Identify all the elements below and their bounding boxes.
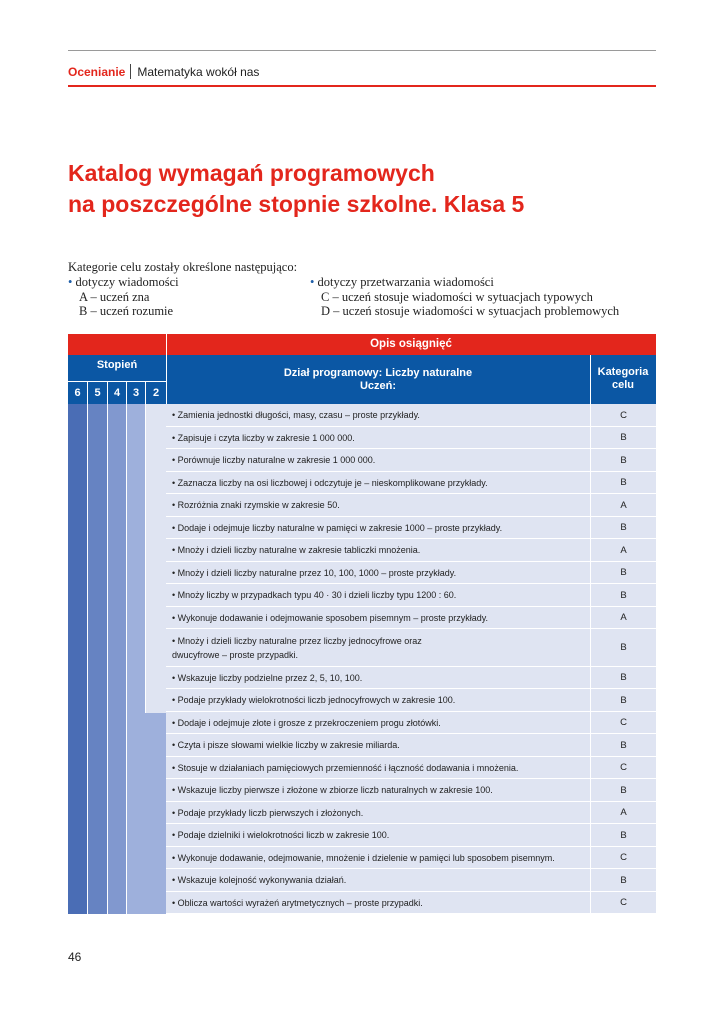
row-category: C (620, 852, 627, 863)
category-intro (68, 260, 658, 318)
table-row (166, 824, 656, 847)
row-category: B (620, 784, 627, 796)
row-description: • Podaje przykłady liczb pierwszych i złożonych. (172, 807, 364, 818)
row-description: • Zamienia jednostki długości, masy, czasu – proste przykłady. (172, 410, 420, 420)
table-row (166, 427, 656, 449)
row-category: B (620, 642, 627, 653)
intro-column-processing (310, 275, 619, 319)
grade-2: 2 (152, 387, 160, 399)
row-category: B (620, 739, 627, 751)
row-category: B (620, 672, 627, 683)
kategoria-celu-header (590, 355, 656, 404)
table-row (166, 584, 656, 607)
intro-item-b: B – uczeń rozumie (79, 304, 174, 318)
row-category: A (620, 807, 627, 818)
level-column-4 (108, 404, 126, 914)
kategoria-line-2: celu (611, 379, 634, 391)
level-divider (107, 404, 108, 914)
level-column-6 (68, 404, 87, 914)
top-rule (68, 50, 656, 51)
intro-item-c: C – uczeń stosuje wiadomości w sytuacjach typowych (321, 289, 593, 304)
bullet-icon: • (68, 275, 73, 289)
row-category: B (620, 454, 627, 466)
row-category: C (620, 409, 627, 421)
table-row (166, 734, 656, 757)
intro-col1-heading: dotyczy wiadomości (75, 275, 179, 289)
table-row (166, 869, 656, 892)
intro-item-d: D – uczeń stosuje wiadomości w sytuacjach problemowych (321, 304, 620, 318)
grade-4: 4 (113, 387, 121, 399)
table-row (166, 847, 656, 869)
row-category: B (620, 522, 627, 533)
row-description: • Mnoży i dzieli liczby naturalne przez 10, 100, 1000 – proste przykłady. (172, 567, 457, 578)
row-description: • Wykonuje dodawanie i odejmowanie sposobem pisemnym – proste przykłady. (172, 612, 489, 623)
table-row (166, 892, 656, 914)
row-description: • Wskazuje liczby podzielne przez 2, 5, 10, 100. (172, 672, 363, 683)
table-row (166, 449, 656, 472)
stopien-label: Stopień (96, 359, 138, 371)
row-category: B (620, 829, 627, 841)
row-description: • Oblicza wartości wyrażeń arytmetycznych – proste przypadki. (172, 897, 423, 908)
row-description: • Stosuje w działaniach pamięciowych przemienność i łączność dodawania i mnożenia. (172, 762, 519, 773)
row-description: • Podaje dzielniki i wielokrotności liczb w zakresie 100. (172, 830, 390, 840)
intro-column-knowledge (68, 275, 179, 319)
row-category: B (620, 589, 627, 601)
grade-5: 5 (94, 387, 101, 399)
table-row (166, 667, 656, 689)
row-description: • Zapisuje i czyta liczby w zakresie 1 000 000. (172, 432, 355, 443)
row-category: B (620, 874, 627, 886)
row-description: • Wskazuje liczby pierwsze i złożone w zbiorze liczb naturalnych w zakresie 100. (172, 785, 493, 795)
row-description: • Mnoży i dzieli liczby naturalne przez liczby jednocyfrowe oraz dwucyfrowe – proste przypadki. (172, 635, 422, 660)
table-row (166, 757, 656, 779)
table-header-opis (68, 334, 656, 355)
intro-col2-heading: dotyczy przetwarzania wiadomości (317, 275, 494, 289)
table-row (166, 802, 656, 824)
row-description: • Porównuje liczby naturalne w zakresie 1 000 000. (172, 455, 376, 465)
dzial-line-1: Dział programowy: Liczby naturalne (283, 367, 473, 379)
row-description: • Dodaje i odejmuje liczby naturalne w pamięci w zakresie 1000 – proste przykłady. (172, 522, 503, 533)
row-description: • Wykonuje dodawanie, odejmowanie, mnożenie i dzielenie w pamięci lub sposobem pisemnym. (172, 852, 555, 863)
row-category: B (620, 477, 627, 488)
level-column-5 (88, 404, 107, 914)
row-description: • Wskazuje kolejność wykonywania działań. (172, 875, 347, 885)
grade-divider (87, 382, 88, 404)
row-description: • Zaznacza liczby na osi liczbowej i odczytuje je – nieskomplikowane przykłady. (172, 477, 488, 488)
level-divider (87, 404, 88, 914)
intro-lead: Kategorie celu zostały określone następująco: (68, 260, 298, 274)
intro-item-a: A – uczeń zna (79, 289, 150, 304)
header-subtitle: Matematyka wokół nas (137, 65, 260, 79)
header-separator (130, 64, 131, 79)
table-row (166, 562, 656, 584)
row-category: B (620, 694, 627, 706)
table-row (166, 517, 656, 539)
table-row (166, 712, 656, 734)
dzial-programowy-header (166, 355, 590, 404)
grade-divider (145, 382, 146, 404)
row-category: B (620, 432, 627, 443)
level-divider (126, 404, 127, 914)
table-row (166, 629, 656, 667)
row-category: B (620, 567, 627, 578)
level-divider (145, 404, 146, 713)
title-line-2: na poszczególne stopnie szkolne. Klasa 5 (68, 191, 525, 217)
grade-divider (107, 382, 108, 404)
dzial-line-2: Uczeń: (359, 380, 397, 392)
page-title (68, 158, 668, 220)
row-description: • Dodaje i odejmuje złote i grosze z przekroczeniem progu złotówki. (172, 717, 441, 728)
running-header (68, 64, 259, 79)
table-row (166, 472, 656, 494)
table-row (166, 494, 656, 517)
row-category: A (620, 612, 627, 623)
page-number: 46 (68, 950, 82, 964)
row-description: • Mnoży liczby w przypadkach typu 40 · 30 i dzieli liczby typu 1200 : 60. (172, 590, 457, 600)
row-description: • Podaje przykłady wielokrotności liczb jednocyfrowych w zakresie 100. (172, 695, 456, 705)
header-section: Ocenianie (68, 65, 126, 79)
grade-divider (126, 382, 127, 404)
header-red-rule (68, 85, 656, 87)
table-row (166, 404, 656, 427)
grade-6: 6 (74, 387, 81, 399)
table-row (166, 539, 656, 562)
table-row (166, 689, 656, 712)
row-category: C (620, 717, 627, 728)
level-column-2 (146, 404, 166, 713)
requirements-list (166, 404, 656, 914)
row-category: A (620, 544, 627, 556)
table-row (166, 779, 656, 802)
grade-3: 3 (132, 387, 140, 399)
row-category: C (620, 897, 627, 908)
kategoria-line-1: Kategoria (597, 366, 649, 378)
row-description: • Mnoży i dzieli liczby naturalne w zakresie tabliczki mnożenia. (172, 545, 421, 555)
row-category: C (620, 762, 627, 773)
bullet-icon: • (310, 275, 315, 289)
row-category: A (620, 499, 627, 511)
row-description: • Czyta i pisze słowami wielkie liczby w zakresie miliarda. (172, 740, 400, 750)
table-row (166, 607, 656, 629)
row-description: • Rozróżnia znaki rzymskie w zakresie 50. (172, 500, 340, 510)
opis-osiagniec-label: Opis osiągnięć (370, 338, 452, 350)
title-line-1: Katalog wymagań programowych (68, 160, 435, 186)
